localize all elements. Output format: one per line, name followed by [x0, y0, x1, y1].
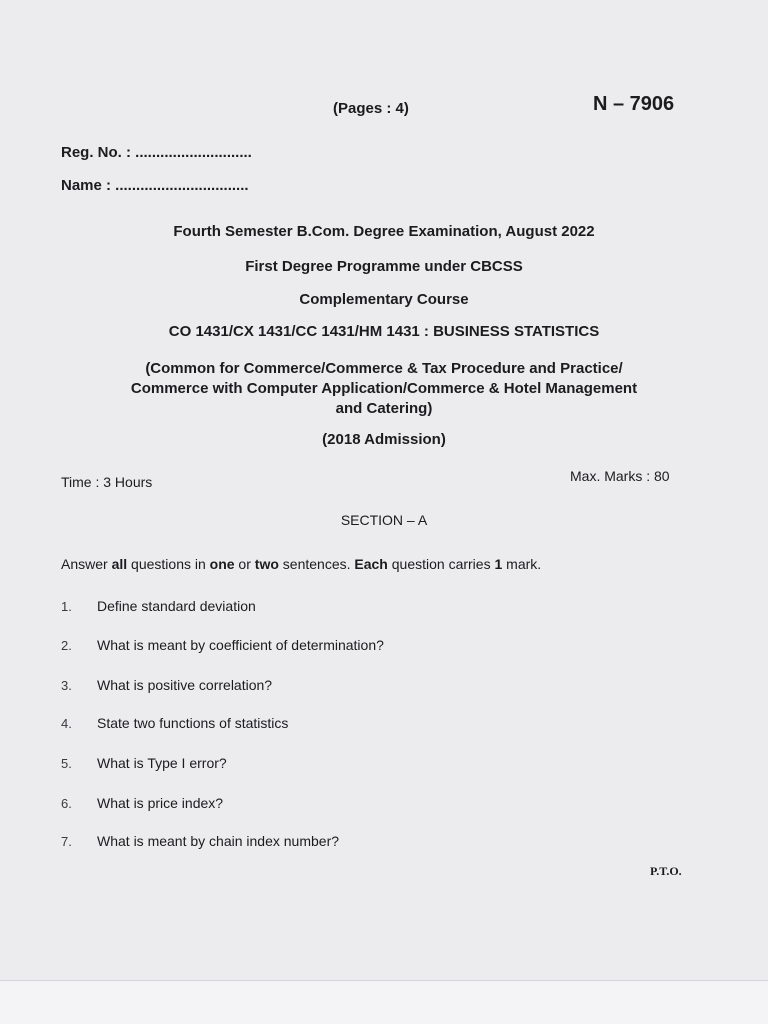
- question-text: Define standard deviation: [97, 598, 256, 614]
- question-number: 7.: [61, 834, 72, 849]
- question-number: 3.: [61, 678, 72, 693]
- question-text: What is positive correlation?: [97, 677, 273, 693]
- exam-title: Fourth Semester B.Com. Degree Examination, August 2022: [173, 223, 595, 240]
- common-for-line-2: Commerce with Computer Application/Commerce & Hotel Management: [130, 380, 638, 397]
- course-code: CO 1431/CX 1431/CC 1431/HM 1431 : BUSINESS STATISTICS: [168, 323, 600, 340]
- common-for-line-3: and Catering): [335, 400, 433, 417]
- question-text: What is meant by chain index number?: [97, 833, 340, 849]
- pto-marker: P.T.O.: [650, 864, 682, 878]
- admission-year: (2018 Admission): [322, 431, 446, 448]
- question-number: 4.: [61, 716, 72, 731]
- question-item: [61, 677, 272, 693]
- reg-no-field: Reg. No. : ............................: [61, 144, 252, 161]
- question-item: [61, 637, 384, 653]
- question-item: [61, 715, 288, 731]
- question-text: What is meant by coefficient of determination?: [97, 637, 384, 653]
- course-type: Complementary Course: [299, 291, 469, 308]
- name-field: Name : ................................: [61, 177, 249, 194]
- page-count: (Pages : 4): [333, 100, 409, 117]
- common-for-line-1: (Common for Commerce/Commerce & Tax Procedure and Practice/: [145, 360, 623, 377]
- question-number: 5.: [61, 756, 72, 771]
- question-text: What is Type I error?: [97, 755, 227, 771]
- question-item: [61, 833, 339, 849]
- question-item: [61, 755, 227, 771]
- programme-title: First Degree Programme under CBCSS: [245, 258, 523, 275]
- question-text: State two functions of statistics: [97, 715, 289, 731]
- question-item: [61, 795, 223, 811]
- question-item: [61, 598, 256, 614]
- section-heading: SECTION – A: [340, 512, 428, 528]
- instructions: Answer all questions in one or two sentences. Each question carries 1 mark.: [61, 556, 542, 572]
- question-number: 1.: [61, 599, 72, 614]
- paper-code: N – 7906: [593, 93, 675, 115]
- max-marks: Max. Marks : 80: [570, 468, 670, 484]
- question-text: What is price index?: [97, 795, 224, 811]
- question-number: 2.: [61, 638, 72, 653]
- common-for-note: [0, 359, 768, 419]
- question-number: 6.: [61, 796, 72, 811]
- exam-time: Time : 3 Hours: [61, 474, 153, 490]
